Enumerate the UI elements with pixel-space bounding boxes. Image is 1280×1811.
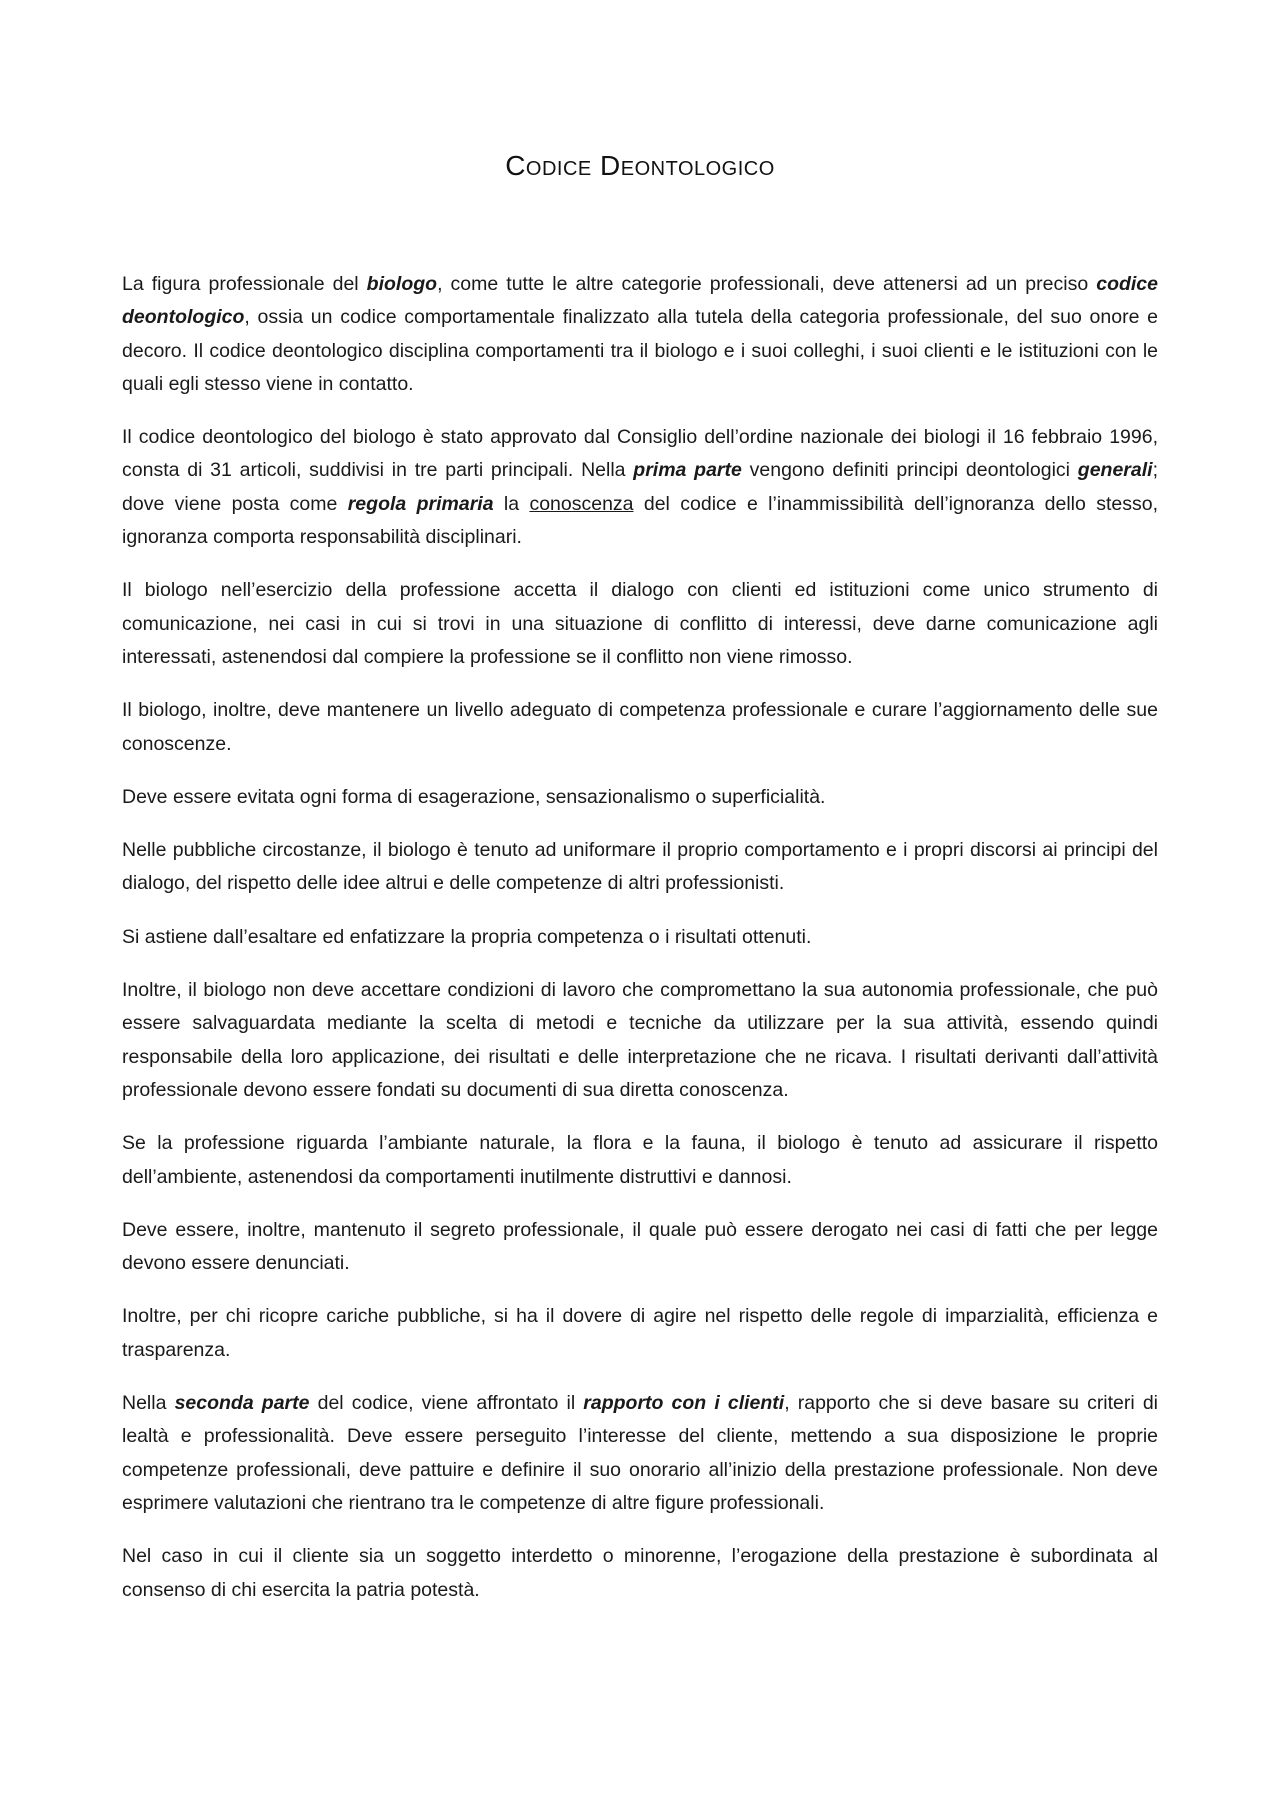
paragraph [122,834,1158,901]
text-run: Inoltre, il biologo non deve accettare condizioni di lavoro che compromettano la sua autonomia professionale, che può essere salvaguardata mediante la scelta di metodi e tecniche da utilizzare per la sua attività, essendo quindi responsabile della loro applicazione, dei risultati e delle interpretazione che ne ricava. I risultati derivanti dall’attività professionale devono essere fondati su documenti di sua diretta conoscenza. [122,979,1158,1101]
paragraph [122,1127,1158,1194]
document-body [122,268,1158,1607]
text-run: Deve essere evitata ogni forma di esagerazione, sensazionalismo o superficialità. [122,785,826,808]
text-run: del codice e l’inammissibilità dell’ignoranza dello stesso, ignoranza comporta responsabilità disciplinari. [122,492,1158,549]
text-run: , come tutte le altre categorie professionali, deve attenersi ad un preciso [437,273,1097,295]
text-run: Il biologo nell’esercizio della professione accetta il dialogo con clienti ed istituzioni come unico strumento di comunicazione, nei casi in cui si trovi in una situazione di conflitto di interessi, deve darne comunicazione agli interessati, astenendosi dal compiere la professione se il conflitto non viene rimosso. [122,579,1158,668]
text-run: del codice, viene affrontato il [309,1392,584,1415]
emphasis-text: conoscenza [529,492,634,515]
text-run: Se la professione riguarda l’ambiante naturale, la flora e la fauna, il biologo è tenuto ad assicurare il rispetto dell’ambiente, astenendosi da comportamenti inutilmente distruttivi e dannosi. [122,1132,1158,1188]
text-run: la [493,492,530,515]
text-run: Il biologo, inoltre, deve mantenere un livello adeguato di competenza professionale e curare l’aggiornamento delle sue conoscenze. [122,699,1158,755]
emphasis-text: rapporto con i clienti [583,1392,785,1415]
paragraph [122,1387,1158,1520]
paragraph [122,421,1158,554]
text-run: vengono definiti principi deontologici [741,459,1078,482]
text-run: , rapporto che si deve basare su criteri di lealtà e professionalità. Deve essere perseguito l’interesse del cliente, mettendo a sua disposizione le proprie competenze professionali, deve pattuire e definire il suo onorario all’inizio della prestazione professionale. Non deve esprimere valutazioni che rientrano tra le competenze di altre figure professionali. [122,1392,1159,1514]
paragraph [122,1214,1158,1281]
text-run: Nella [122,1392,175,1415]
emphasis-text: codice deontologico [122,273,1158,329]
paragraph [122,974,1158,1107]
emphasis-text: generali [1077,459,1153,482]
text-run: ; dove viene posta come [122,459,1158,515]
text-run: Deve essere, inoltre, mantenuto il segreto professionale, il quale può essere derogato nei casi di fatti che per legge devono essere denunciati. [122,1218,1158,1275]
text-run: Inoltre, per chi ricopre cariche pubbliche, si ha il dovere di agire nel rispetto delle regole di imparzialità, efficienza e trasparenza. [122,1305,1158,1361]
emphasis-text: biologo [366,273,438,295]
paragraph [122,1300,1158,1367]
text-run: Si astiene dall’esaltare ed enfatizzare la propria competenza o i risultati ottenuti. [122,925,812,948]
page-title: Codice Deontologico [505,150,775,181]
paragraph [122,268,1158,401]
text-run: Il codice deontologico del biologo è stato approvato dal Consiglio dell’ordine nazionale dei biologi il 16 febbraio 1996, consta di 31 articoli, suddivisi in tre parti principali. Nella [122,426,1158,482]
paragraph [122,781,1158,814]
paragraph [122,1540,1158,1607]
paragraph [122,574,1158,674]
paragraph [122,694,1158,761]
text-run: Nelle pubbliche circostanze, il biologo è tenuto ad uniformare il proprio comportamento e i propri discorsi ai principi del dialogo, del rispetto delle idee altrui e delle competenze di altri professionisti. [122,839,1158,895]
text-run: La figura professionale del [122,273,367,295]
text-run: , ossia un codice comportamentale finalizzato alla tutela della categoria professionale, del suo onore e decoro. Il codice deontologico disciplina comportamenti tra il biologo e i suoi colleghi, i suoi clienti e le istituzioni con le quali egli stesso viene in contatto. [122,306,1158,395]
emphasis-text: regola primaria [347,492,494,515]
emphasis-text: seconda parte [174,1392,310,1415]
emphasis-text: prima parte [633,459,742,482]
text-run: Nel caso in cui il cliente sia un soggetto interdetto o minorenne, l’erogazione della prestazione è subordinata al consenso di chi esercita la patria potestà. [122,1545,1158,1601]
paragraph [122,921,1158,954]
